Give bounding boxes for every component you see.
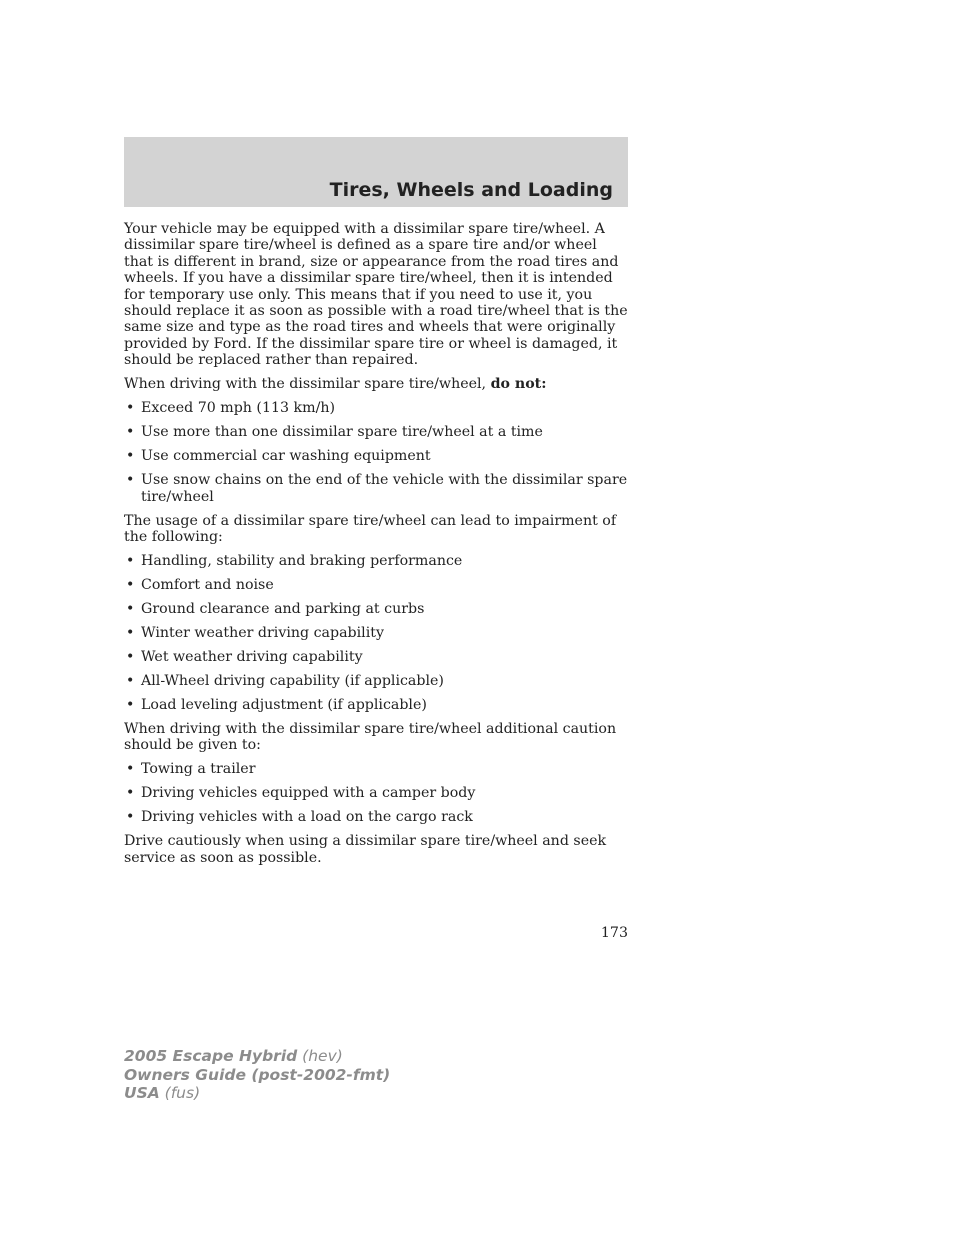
list-item xyxy=(124,697,628,713)
bullet-icon: • xyxy=(126,601,135,618)
caution-list xyxy=(124,761,628,825)
list-item-text: Wet weather driving capability xyxy=(141,649,363,666)
list-item xyxy=(124,673,628,689)
footer-guide: Owners Guide (post-2002-fmt) xyxy=(124,1065,391,1084)
do-not-emphasis: do not: xyxy=(490,376,547,393)
bullet-icon: • xyxy=(126,785,135,802)
bullet-icon: • xyxy=(126,400,135,417)
list-item-text: Winter weather driving capability xyxy=(141,625,384,642)
list-item xyxy=(124,625,628,641)
bullet-icon: • xyxy=(126,809,135,826)
list-item xyxy=(124,601,628,617)
list-item xyxy=(124,809,628,825)
impairment-intro: The usage of a dissimilar spare tire/wheel can lead to impairment of the following: xyxy=(124,512,617,546)
bullet-icon: • xyxy=(126,761,135,778)
intro-paragraph: Your vehicle may be equipped with a dissimilar spare tire/wheel. A dissimilar spare tire/wheel is defined as a spare tire and/or wheel that is different in brand, size or appearance from the road tires and wheels. If you have a dissimilar spare tire/wheel, then it is intended for temporary use only. This means that if you need to use it, you should replace it as soon as possible with a road tire/wheel that is the same size and type as the road tires and wheels that were originally provided by Ford. If the dissimilar spare tire or wheel is damaged, it should be replaced rather than repaired. xyxy=(124,221,628,369)
list-item-text: All-Wheel driving capability (if applicable) xyxy=(141,673,444,690)
do-not-list xyxy=(124,400,628,505)
list-item xyxy=(124,448,628,464)
list-item-text: Exceed 70 mph (113 km/h) xyxy=(141,400,336,417)
list-item-text: Load leveling adjustment (if applicable) xyxy=(141,697,427,714)
footer-line-3 xyxy=(124,1084,390,1103)
list-item xyxy=(124,649,628,665)
list-item-text: Use commercial car washing equipment xyxy=(141,448,431,465)
list-item-text: Driving vehicles equipped with a camper body xyxy=(141,785,476,802)
list-item xyxy=(124,577,628,593)
closing-paragraph: Drive cautiously when using a dissimilar spare tire/wheel and seek service as soon as possible. xyxy=(124,833,607,866)
bullet-icon: • xyxy=(126,553,135,570)
footer-model-code: (hev) xyxy=(297,1047,343,1065)
document-footer xyxy=(124,1047,390,1103)
list-item-text: Driving vehicles with a load on the cargo rack xyxy=(141,809,473,826)
bullet-icon: • xyxy=(126,472,135,489)
list-item-text: Towing a trailer xyxy=(141,761,256,778)
bullet-icon: • xyxy=(126,625,135,642)
list-item xyxy=(124,553,628,569)
footer-market: USA xyxy=(124,1084,160,1102)
list-item-text: Use more than one dissimilar spare tire/wheel at a time xyxy=(141,424,543,441)
list-item xyxy=(124,785,628,801)
list-item xyxy=(124,424,628,440)
bullet-icon: • xyxy=(126,649,135,666)
list-item-text: Use snow chains on the end of the vehicle with the dissimilar spare tire/wheel xyxy=(141,472,628,505)
do-not-intro xyxy=(124,376,628,392)
list-item-text: Ground clearance and parking at curbs xyxy=(141,601,425,618)
footer-model: 2005 Escape Hybrid xyxy=(124,1047,298,1065)
bullet-icon: • xyxy=(126,697,135,714)
footer-line-2 xyxy=(124,1066,390,1085)
do-not-intro-text: When driving with the dissimilar spare tire/wheel, xyxy=(124,376,491,393)
list-item-text: Handling, stability and braking performance xyxy=(141,553,463,570)
page-content xyxy=(124,221,628,874)
impairment-list xyxy=(124,553,628,713)
footer-line-1 xyxy=(124,1047,390,1066)
bullet-icon: • xyxy=(126,424,135,441)
bullet-icon: • xyxy=(126,577,135,594)
page-number: 173 xyxy=(600,925,628,941)
list-item-text: Comfort and noise xyxy=(141,577,274,594)
list-item xyxy=(124,472,628,505)
caution-intro: When driving with the dissimilar spare tire/wheel additional caution should be given to: xyxy=(124,721,617,754)
list-item xyxy=(124,761,628,777)
section-title: Tires, Wheels and Loading xyxy=(329,179,613,201)
section-header-band xyxy=(124,137,628,207)
bullet-icon: • xyxy=(126,673,135,690)
bullet-icon: • xyxy=(126,448,135,465)
footer-market-code: (fus) xyxy=(159,1084,201,1102)
list-item xyxy=(124,400,628,416)
